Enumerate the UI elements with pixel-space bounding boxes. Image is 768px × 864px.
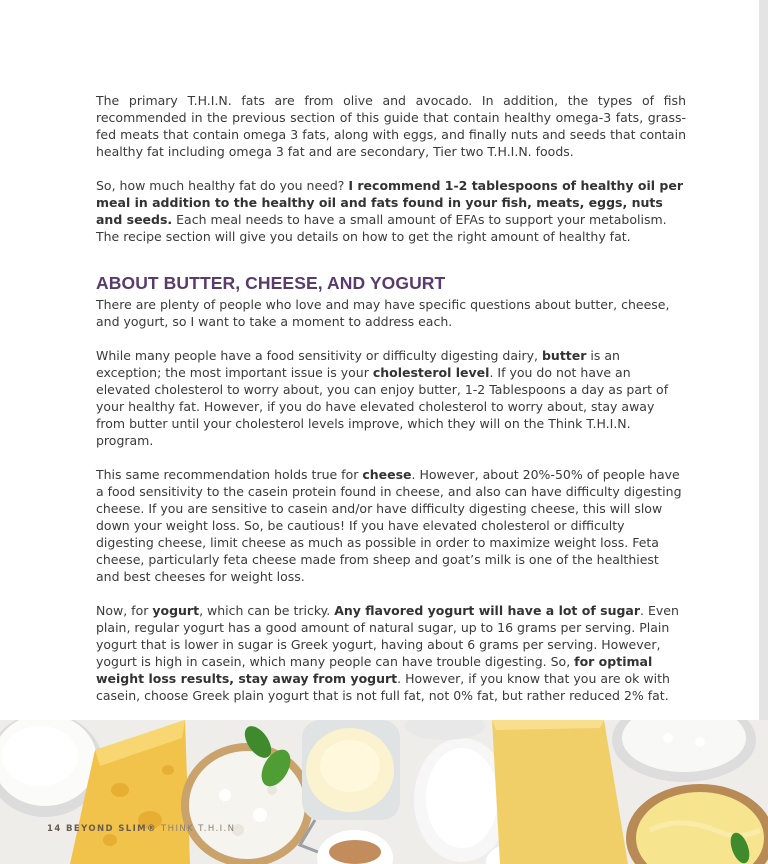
text-run: . However, about 20%-50% of people have a food sensitivity to the casein protein found in cheese, and also can have difficulty digesting cheese. If you are sensitive to casein and/or have difficulty digesting cheese, this will slow down your weight loss. So, be cautious! If you have elevated cholesterol or difficulty digesting cheese, limit cheese as much as possible in order to maximize weight loss. Feta cheese, particularly feta cheese made from sheep and goat’s milk is one of the healthiest and best cheeses for weight loss.: [96, 467, 682, 584]
paragraph-cheese: [96, 466, 686, 585]
footer-page-number: 14 BEYOND SLIM®: [47, 824, 157, 834]
page-footer: [47, 824, 235, 834]
text-run: , which can be tricky.: [199, 603, 335, 618]
footer-series-title: THINK T.H.I.N: [156, 824, 236, 834]
section-heading: ABOUT BUTTER, CHEESE, AND YOGURT: [96, 273, 446, 293]
text-run: . If you do not have an elevated cholesterol to worry about, you can enjoy butter, 1-2 Tablespoons a day as part of your healthy fat. However, if you do have elevated cholesterol to worry about, stay away from butter until your cholesterol levels improve, which they will on the Think T.H.I.N. program.: [96, 365, 669, 448]
text-run: Now, for: [96, 603, 153, 618]
text-run: So, how much healthy fat do you need?: [96, 178, 349, 193]
text-run: Each meal needs to have a small amount of EFAs to support your metabolism. The recipe section will give you details on how to get the right amount of healthy fat.: [96, 212, 667, 244]
bold-butter: butter: [541, 348, 587, 363]
dairy-photo: [0, 720, 768, 864]
paragraph-primary-fats: The primary T.H.I.N. fats are from olive and avocado. In addition, the types of fish recommended in the previous section of this guide that contain healthy omega-3 fats, grass-fed meats that contain omega 3 fats, along with eggs, and finally nuts and seeds that contain healthy fat including omega 3 fat and are secondary, Tier two T.H.I.N. foods.: [96, 93, 686, 159]
bold-recommendation: I recommend 1-2 tablespoons of healthy oil per meal in addition to the healthy oil and fats found in your fish, meats, eggs, nuts and seeds.: [96, 178, 684, 227]
bold-yogurt: yogurt: [152, 603, 200, 618]
bold-flavored-yogurt: Any flavored yogurt will have a lot of sugar: [334, 603, 641, 618]
dairy-photo-illustration: [0, 720, 768, 864]
text-run: . However, if you know that you are ok with casein, choose Greek plain yogurt that is not full fat, not 0% fat, but rather reduced 2% fat.: [96, 671, 670, 703]
text-run: This same recommendation holds true for: [96, 467, 363, 482]
bold-cheese: cheese: [362, 467, 412, 482]
text-run: is an exception; the most important issue is your: [96, 348, 620, 380]
bold-cholesterol: cholesterol level: [372, 365, 490, 380]
text-run: . Even plain, regular yogurt has a good amount of natural sugar, up to 16 grams per serving. Plain yogurt that is lower in sugar is Greek yogurt, having about 6 grams per serving. However, yogurt is high in casein, which many people can have trouble digesting. So,: [96, 603, 679, 669]
article-body: [96, 92, 686, 721]
paragraph-yogurt: [96, 602, 686, 704]
paragraph-how-much-fat: [96, 177, 686, 245]
page-edge-shadow: [759, 0, 768, 720]
paragraph-butter: [96, 347, 686, 449]
text-run: While many people have a food sensitivity or difficulty digesting dairy,: [96, 348, 542, 363]
bold-optimal-results: for optimal weight loss results, stay away from yogurt: [96, 654, 653, 686]
paragraph-intro-dairy: There are plenty of people who love and may have specific questions about butter, cheese, and yogurt, so I want to take a moment to address each.: [96, 297, 670, 329]
